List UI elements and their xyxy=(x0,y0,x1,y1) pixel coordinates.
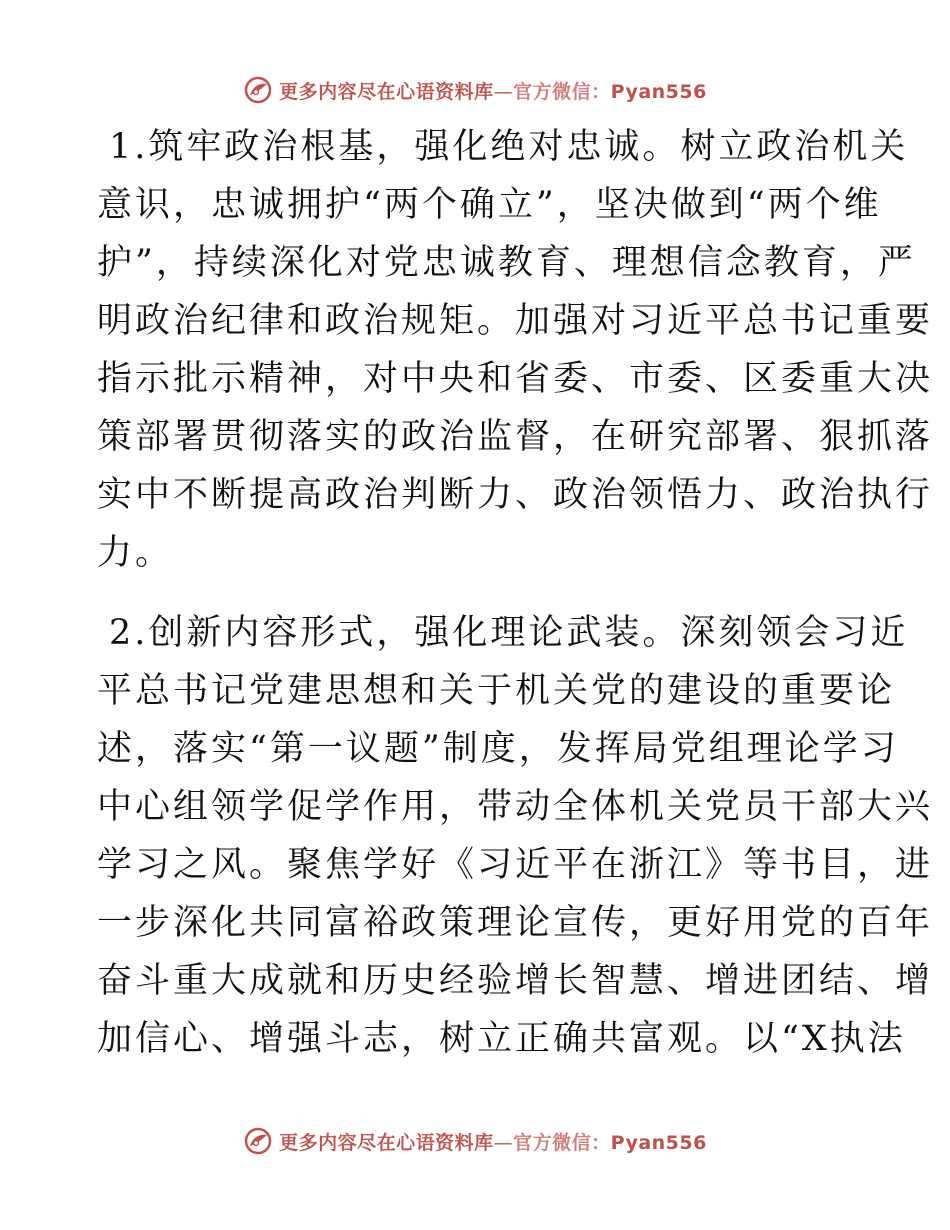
document-body xyxy=(97,118,934,1090)
text-line: 意识，忠诚拥护“两个确立”，坚决做到“两个维 xyxy=(97,185,882,225)
paragraph-1 xyxy=(97,118,934,582)
text-line: 2.创新内容形式，强化理论武装。深刻领会习近 xyxy=(109,613,909,653)
text-line: 加信心、增强斗志，树立正确共富观。以“X执法 xyxy=(97,1019,906,1059)
text-line: 奋斗重大成就和历史经验增长智慧、增进团结、增 xyxy=(97,961,934,1001)
header-banner-main: 更多内容尽在心语资料库 xyxy=(279,80,494,103)
header-banner-wechat-label: 官方微信： xyxy=(513,80,611,103)
footer-banner xyxy=(0,1121,950,1161)
text-line: 平总书记党建思想和关于机关党的建设的重要论 xyxy=(97,671,896,711)
paragraph-2 xyxy=(97,604,934,1068)
header-banner-wechat-id: Pyan556 xyxy=(610,80,707,103)
footer-banner-separator: — xyxy=(493,1131,514,1154)
text-line: 一步深化共同富裕政策理论宣传，更好用党的百年 xyxy=(97,903,934,943)
text-line: 护”，持续深化对党忠诚教育、理想信念教育，严 xyxy=(97,243,916,283)
text-line: 1.筑牢政治根基，强化绝对忠诚。树立政治机关 xyxy=(109,127,909,167)
text-line: 述，落实“第一议题”制度，发挥局党组理论学习 xyxy=(97,729,899,769)
header-banner xyxy=(0,70,950,110)
brand-logo-icon xyxy=(243,75,273,105)
text-line: 指示批示精神，对中央和省委、市委、区委重大决 xyxy=(97,359,934,399)
brand-logo-icon xyxy=(243,1126,273,1156)
text-line: 力。 xyxy=(97,533,174,573)
text-line: 学习之风。聚焦学好《习近平在浙江》等书目，进 xyxy=(97,845,934,885)
footer-banner-text xyxy=(279,1128,707,1155)
footer-banner-wechat-label: 官方微信： xyxy=(513,1131,611,1154)
text-line: 明政治纪律和政治规矩。加强对习近平总书记重要 xyxy=(97,301,934,341)
header-banner-text xyxy=(279,77,707,104)
footer-banner-main: 更多内容尽在心语资料库 xyxy=(279,1131,494,1154)
footer-banner-wechat-id: Pyan556 xyxy=(610,1131,707,1154)
header-banner-separator: — xyxy=(493,80,514,103)
text-line: 中心组领学促学作用，带动全体机关党员干部大兴 xyxy=(97,787,934,827)
text-line: 策部署贯彻落实的政治监督，在研究部署、狠抓落 xyxy=(97,417,934,457)
text-line: 实中不断提高政治判断力、政治领悟力、政治执行 xyxy=(97,475,934,515)
